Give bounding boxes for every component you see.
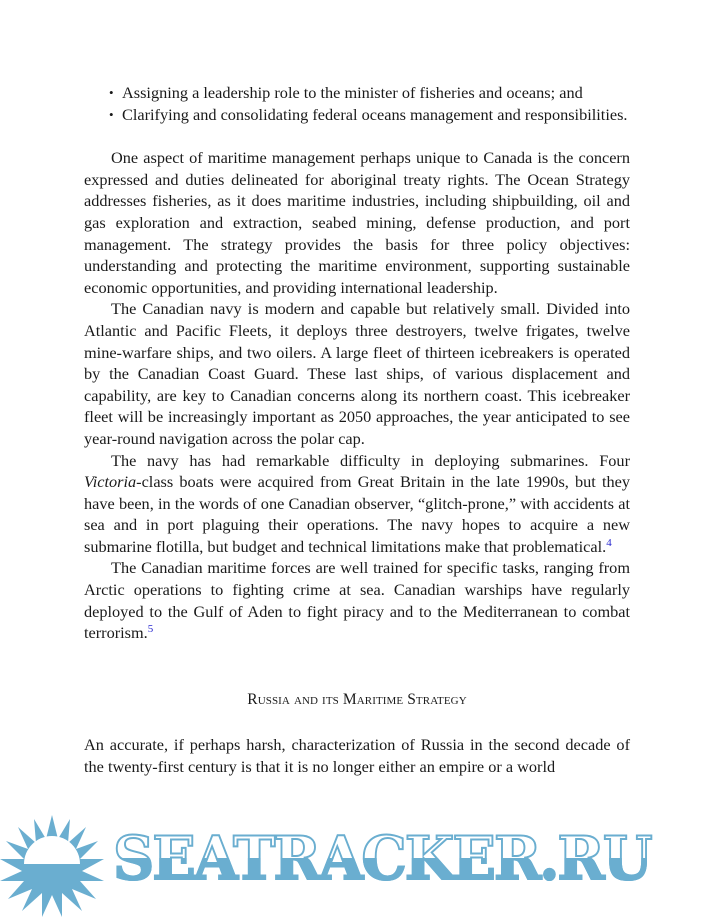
ship-class-name: Victoria xyxy=(84,472,137,492)
watermark-text: SEATRACKER.RU xyxy=(113,828,674,890)
bullet-text: Assigning a leadership role to the minister of fisheries and oceans; and xyxy=(122,83,583,102)
paragraph-text: The Canadian maritime forces are well trained for specific tasks, ranging from Arctic operations to fighting crime at sea. Canadian warships have regularly deployed to the Gulf of Aden to fight piracy and to the Mediterranean to combat terrorism. xyxy=(84,558,630,643)
bullet-text: Clarifying and consolidating federal oceans management and responsibilities. xyxy=(122,104,628,124)
paragraph-text: An accurate, if perhaps harsh, characterization of Russia in the second decade of the twenty-first century is that it is no longer either an empire or a world xyxy=(84,735,630,777)
paragraph-canadian-navy xyxy=(84,298,630,449)
paragraph-text: The Canadian navy is modern and capable but relatively small. Divided into Atlantic and Pacific Fleets, it deploys three destroyers, twelve frigates, twelve mine-warfare ships, and two oilers. A large fleet of thirteen icebreakers is operated by the Canadian Coast Guard. These last ships, of various displacement and capability, are key to Canadian concerns along its northern coast. This icebreaker fleet will be increasingly important as 2050 approaches, the year anticipated to see year-round navigation across the polar cap. xyxy=(84,299,630,448)
watermark xyxy=(0,812,712,918)
sun-over-sea-icon xyxy=(0,812,110,918)
paragraph-text: One aspect of maritime management perhaps unique to Canada is the concern expressed and duties delineated for aboriginal treaty rights. The Ocean Strategy addresses fisheries, as it does maritime industries, including shipbuilding, oil and gas exploration and extraction, seabed mining, defense production, and port management. The strategy provides the basis for three policy objectives: understanding and protecting the maritime environment, supporting sustainable economic opportunities, and providing international leadership. xyxy=(84,148,630,297)
bullet-icon: • xyxy=(109,106,114,122)
paragraph-maritime-forces xyxy=(84,557,630,643)
footnote-ref-5[interactable]: 5 xyxy=(147,623,154,636)
bullet-item xyxy=(84,82,630,104)
bullet-icon: • xyxy=(109,85,114,100)
paragraph-text: The navy has had remarkable difficulty in deploying submarines. Four xyxy=(111,450,630,470)
bullet-list xyxy=(84,82,630,125)
document-page xyxy=(84,82,630,778)
paragraph-submarines xyxy=(84,450,630,558)
footnote-ref-4[interactable]: 4 xyxy=(606,536,612,549)
paragraph-text: -class boats were acquired from Great Britain in the late 1990s, but they have been, in the words of one Canadian observer, “glitch-prone,” with accidents at sea and in port plaguing their operations. The navy hopes to acquire a new submarine flotilla, but budget and technical limitations make that problematical. xyxy=(84,472,630,556)
paragraph-russia xyxy=(84,734,630,777)
paragraph-aboriginal-rights xyxy=(84,147,630,298)
section-heading: Russia and its Maritime Strategy xyxy=(247,690,467,708)
bullet-item xyxy=(84,104,630,126)
